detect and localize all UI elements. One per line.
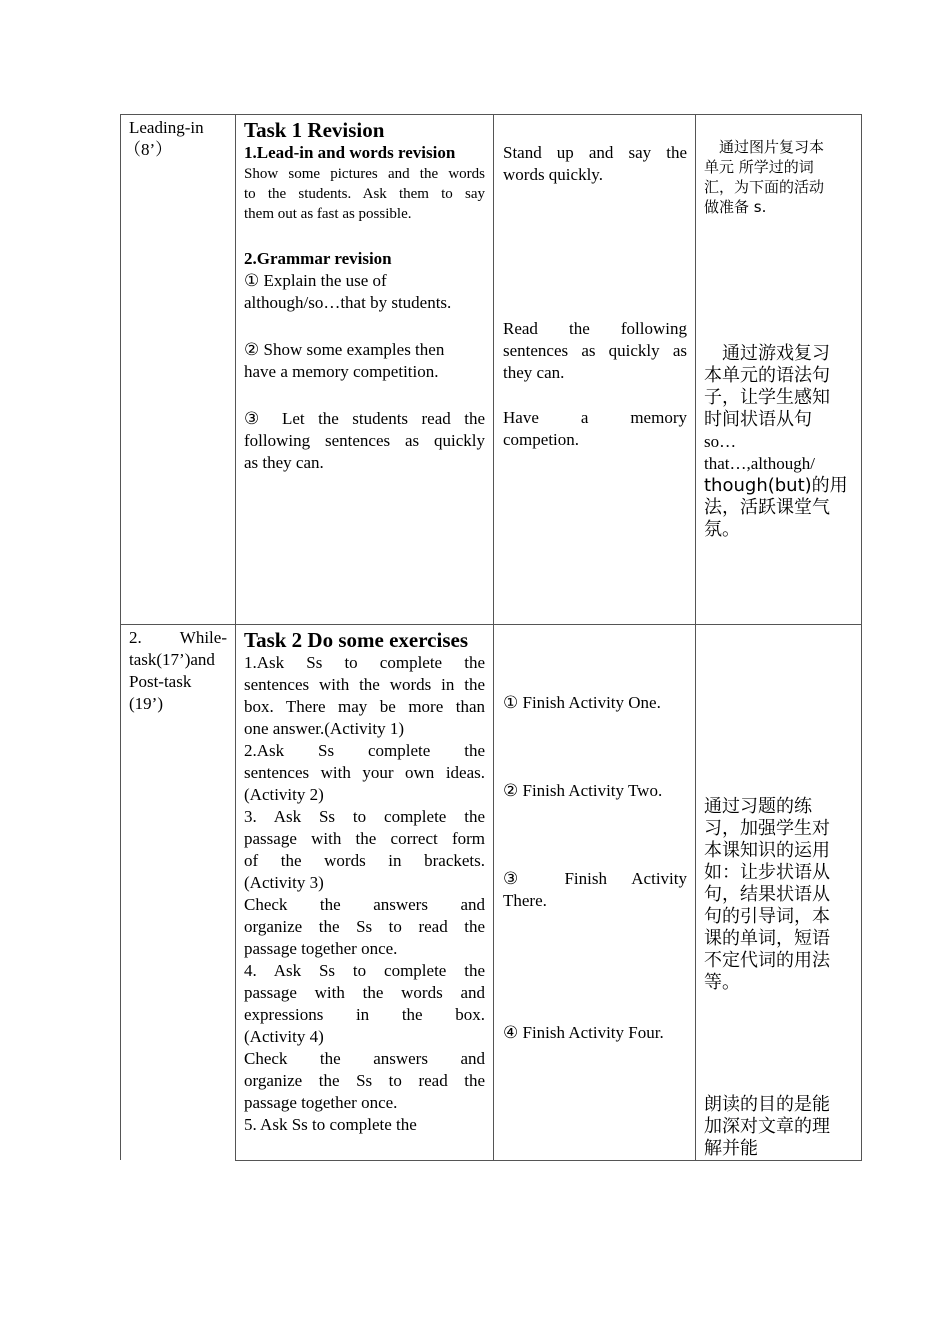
student-text: competion. — [503, 430, 580, 449]
student-text: ④ Finish Activity Four. — [503, 1023, 664, 1042]
student-text: words quickly. — [503, 165, 603, 184]
purpose-text: 不定代词的用法 — [704, 950, 830, 971]
stage-name: task(17’)and — [129, 650, 215, 669]
teacher-text: (Activity 3) — [244, 873, 324, 892]
student-text: ① Finish Activity One. — [503, 693, 661, 712]
purpose-text: 本课知识的运用 — [704, 840, 830, 861]
student-text: ② Finish Activity Two. — [503, 781, 663, 800]
section-heading: 1.Lead-in and words revision — [244, 143, 456, 162]
table-top-border — [120, 114, 862, 115]
purpose-text: 本单元的语法句 — [704, 365, 830, 386]
purpose-text: 做准备 s. — [704, 198, 767, 216]
student-text: Read the following — [503, 319, 687, 338]
table-right-border — [861, 114, 862, 1161]
purpose-text: 如：让步状语从 — [704, 862, 830, 883]
teacher-text: expressions in the box. — [244, 1005, 485, 1024]
teacher-text: sentences with the words in the — [244, 675, 485, 694]
purpose-text: 朗读的目的是能 — [704, 1094, 830, 1115]
table-bottom-border — [235, 1160, 862, 1161]
purpose-text: 时间状语从句 — [704, 409, 812, 430]
purpose-text: that…,although/ — [704, 454, 815, 473]
student-text: Have a memory — [503, 408, 687, 427]
teacher-text: to the students. Ask them to say — [244, 186, 485, 202]
stage-name: Post-task — [129, 672, 192, 691]
teacher-text: 1.Ask Ss to complete the — [244, 653, 485, 672]
teacher-text: of the words in brackets. — [244, 851, 485, 870]
teacher-text: one answer.(Activity 1) — [244, 719, 405, 738]
purpose-text: 法，活跃课堂气 — [704, 497, 830, 518]
teacher-text: (Activity 4) — [244, 1027, 324, 1046]
task-title: Task 2 Do some exercises — [244, 628, 468, 652]
teacher-text: ③ Let the students read the — [244, 409, 485, 428]
stage-name: 2. While- — [129, 628, 227, 647]
teacher-text: 2.Ask Ss complete the — [244, 741, 485, 760]
teacher-text: passage with the correct form — [244, 829, 485, 848]
purpose-text: 通过游戏复习 — [704, 343, 830, 364]
purpose-text: 解并能 — [704, 1138, 758, 1159]
teacher-text: 5. Ask Ss to complete the — [244, 1115, 417, 1134]
teacher-text: passage together once. — [244, 1093, 398, 1112]
column-divider-3 — [695, 114, 696, 1161]
student-text: There. — [503, 891, 547, 910]
stage-name: Leading-in — [129, 118, 204, 137]
column-divider-1 — [235, 114, 236, 1161]
section-heading: 2.Grammar revision — [244, 249, 392, 268]
table-left-border — [120, 114, 121, 1160]
teacher-text: have a memory competition. — [244, 362, 439, 381]
purpose-text: 氛。 — [704, 519, 740, 540]
teacher-text: as they can. — [244, 453, 324, 472]
column-divider-2 — [493, 114, 494, 1161]
stage-duration: (19’) — [129, 694, 163, 713]
purpose-text: 单元 所学过的词 — [704, 158, 814, 176]
teacher-text: ② Show some examples then — [244, 340, 445, 359]
purpose-text: 课的单词，短语 — [704, 928, 830, 949]
purpose-text: 习，加强学生对 — [704, 818, 830, 839]
purpose-text: 汇，为下面的活动 — [704, 178, 825, 196]
student-text: they can. — [503, 363, 565, 382]
purpose-text: 通过图片复习本 — [704, 138, 825, 156]
teacher-text: passage with the words and — [244, 983, 485, 1002]
teacher-text: box. There may be more than — [244, 697, 485, 716]
teacher-text: Check the answers and — [244, 1049, 485, 1068]
purpose-text: 句，结果状语从 — [704, 884, 830, 905]
teacher-text: 4. Ask Ss to complete the — [244, 961, 485, 980]
teacher-text: Show some pictures and the words — [244, 166, 485, 182]
purpose-text: 加深对文章的理 — [704, 1116, 830, 1137]
purpose-text: 等。 — [704, 972, 740, 993]
teacher-text: although/so…that by students. — [244, 293, 452, 312]
student-text: sentences as quickly as — [503, 341, 687, 360]
teacher-text: following sentences as quickly — [244, 431, 485, 450]
purpose-text: 句的引导词，本 — [704, 906, 830, 927]
teacher-text: ① Explain the use of — [244, 271, 387, 290]
teacher-text: organize the Ss to read the — [244, 1071, 485, 1090]
teacher-text: passage together once. — [244, 939, 398, 958]
purpose-text: though(but)的用 — [704, 475, 848, 496]
teacher-text: them out as fast as possible. — [244, 206, 412, 222]
teacher-text: sentences with your own ideas. — [244, 763, 485, 782]
teacher-text: 3. Ask Ss to complete the — [244, 807, 485, 826]
task-title: Task 1 Revision — [244, 118, 385, 142]
purpose-text: so… — [704, 432, 737, 451]
teacher-text: organize the Ss to read the — [244, 917, 485, 936]
student-text: Stand up and say the — [503, 143, 687, 162]
row-divider — [120, 624, 862, 625]
purpose-text: 通过习题的练 — [704, 796, 812, 817]
teacher-text: (Activity 2) — [244, 785, 324, 804]
student-text: ③ Finish Activity — [503, 869, 687, 888]
teacher-text: Check the answers and — [244, 895, 485, 914]
stage-duration: （8’） — [124, 140, 173, 159]
purpose-text: 子，让学生感知 — [704, 387, 830, 408]
